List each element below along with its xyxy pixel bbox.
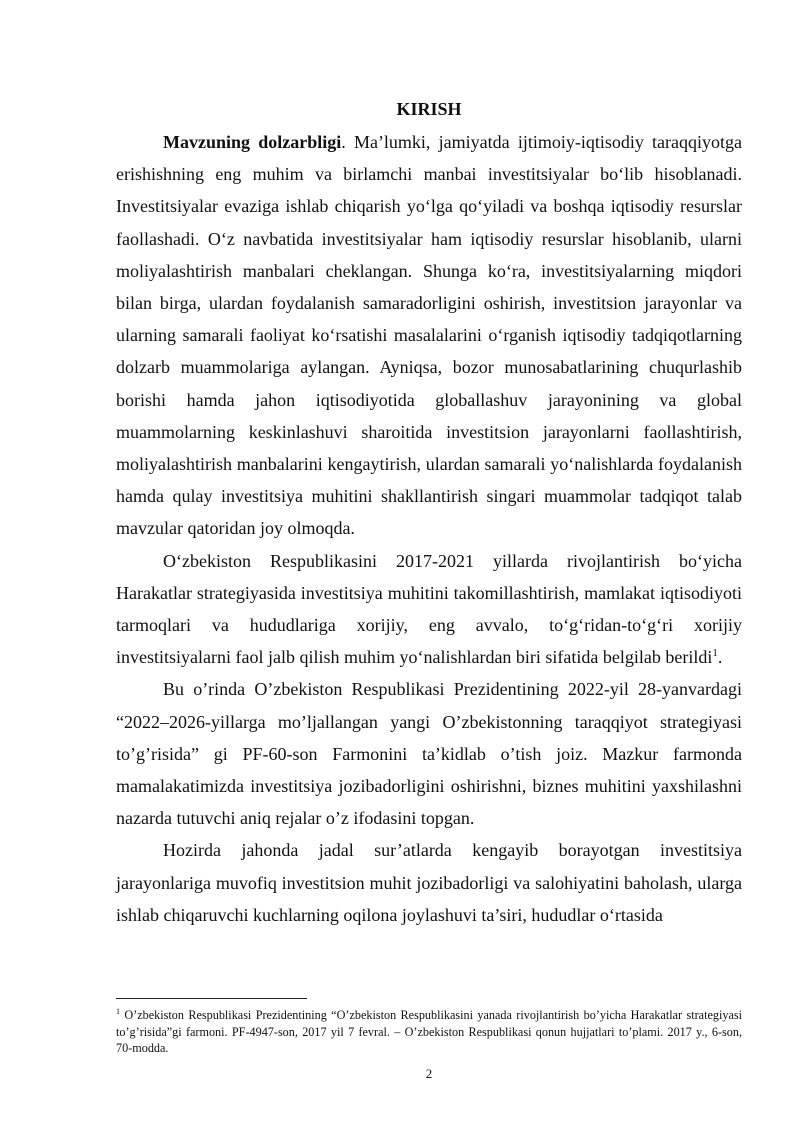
paragraph-2 <box>116 545 742 674</box>
paragraph-text: Hozirda jahonda jadal sur’atlarda kengayib borayotgan investitsiya jarayonlariga muvofiq investitsion muhit jozibadorligi va salohiyatini baholash, ularga ishlab chiqaruvchi kuchlarning oqilona joylashuvi ta’siri, hududlar o‘rtasida <box>116 840 742 925</box>
paragraph-text: O‘zbekiston Respublikasini 2017-2021 yillarda rivojlantirish bo‘yicha Harakatlar strategiyasida investitsiya muhitini takomillashtirish, mamlakat iqtisodiyoti tarmoqlari va hududlariga xorijiy, eng avvalo, to‘g‘ridan-to‘g‘ri xorijiy investitsiyalarni faol jalb qilish muhim yo‘nalishlardan biri sifatida belgilab berildi <box>116 550 742 668</box>
body-text <box>116 126 742 931</box>
footnote-reference[interactable]: 1 <box>712 647 718 660</box>
section-heading: KIRISH <box>396 99 462 119</box>
paragraph-1 <box>116 126 742 545</box>
paragraph-3 <box>116 673 742 834</box>
paragraph-lead-bold: Mavzuning dolzarbligi <box>163 132 342 152</box>
footnote <box>116 1007 742 1057</box>
paragraph-4 <box>116 834 742 931</box>
footnote-separator <box>116 998 307 999</box>
paragraph-text: Bu o’rinda O’zbekiston Respublikasi Prezidentining 2022-yil 28-yanvardagi “2022–2026-yillarga mo’ljallangan yangi O’zbekistonning taraqqiyot strategiyasi to’g’risida” gi PF-60-son Farmonini ta’kidlab o’tish joiz. Mazkur farmonda mamalakatimizda investitsiya jozibadorligini oshirishni, biznes muhitini yaxshilashni nazarda tutuvchi aniq rejalar o’z ifodasini topgan. <box>116 679 742 829</box>
page-number: 2 <box>425 1066 433 1081</box>
paragraph-text-end: . <box>717 647 723 668</box>
footnote-marker: 1 <box>116 1006 120 1016</box>
footnote-text: O’zbekiston Respublikasi Prezidentining “O’zbekiston Respublikasini yanada rivojlantirish bo’yicha Harakatlar strategiyasi to’g’risida”gi farmoni. PF-4947-son, 2017 yil 7 fevral. – O’zbekiston Respublikasi qonun hujjatlari to’plami. 2017 y., 6-son, 70-modda. <box>116 1008 742 1055</box>
paragraph-text: . Ma’lumki, jamiyatda ijtimoiy-iqtisodiy taraqqiyotga erishishning eng muhim va birlamchi manbai investitsiyalar bo‘lib hisoblanadi. Investitsiyalar evaziga ishlab chiqarish yo‘lga qo‘yiladi va boshqa iqtisodiy resurslar faollashadi. O‘z navbatida investitsiyalar ham iqtisodiy resurslar hisoblanib, ularni moliyalashtirish manbalari cheklangan. Shunga ko‘ra, investitsiyalarning miqdori bilan birga, ulardan foydalanish samaradorligini oshirish, investitsion jarayonlar va ularning samarali faoliyat ko‘rsatishi masalalarini o‘rganish iqtisodiy tadqiqotlarning dolzarb muammolariga aylangan. Ayniqsa, bozor munosabatlarining chuqurlashib borishi hamda jahon iqtisodiyotida globallashuv jarayonining va global muammolarning keskinlashuvi sharoitida investitsion jarayonlarni faollashtirish, moliyalashtirish manbalarini kengaytirish, ulardan samarali yo‘nalishlarda foydalanish hamda qulay investitsiya muhitini shakllantirish singari muammolar tadqiqot talab mavzular qatoridan joy olmoqda. <box>116 132 743 539</box>
